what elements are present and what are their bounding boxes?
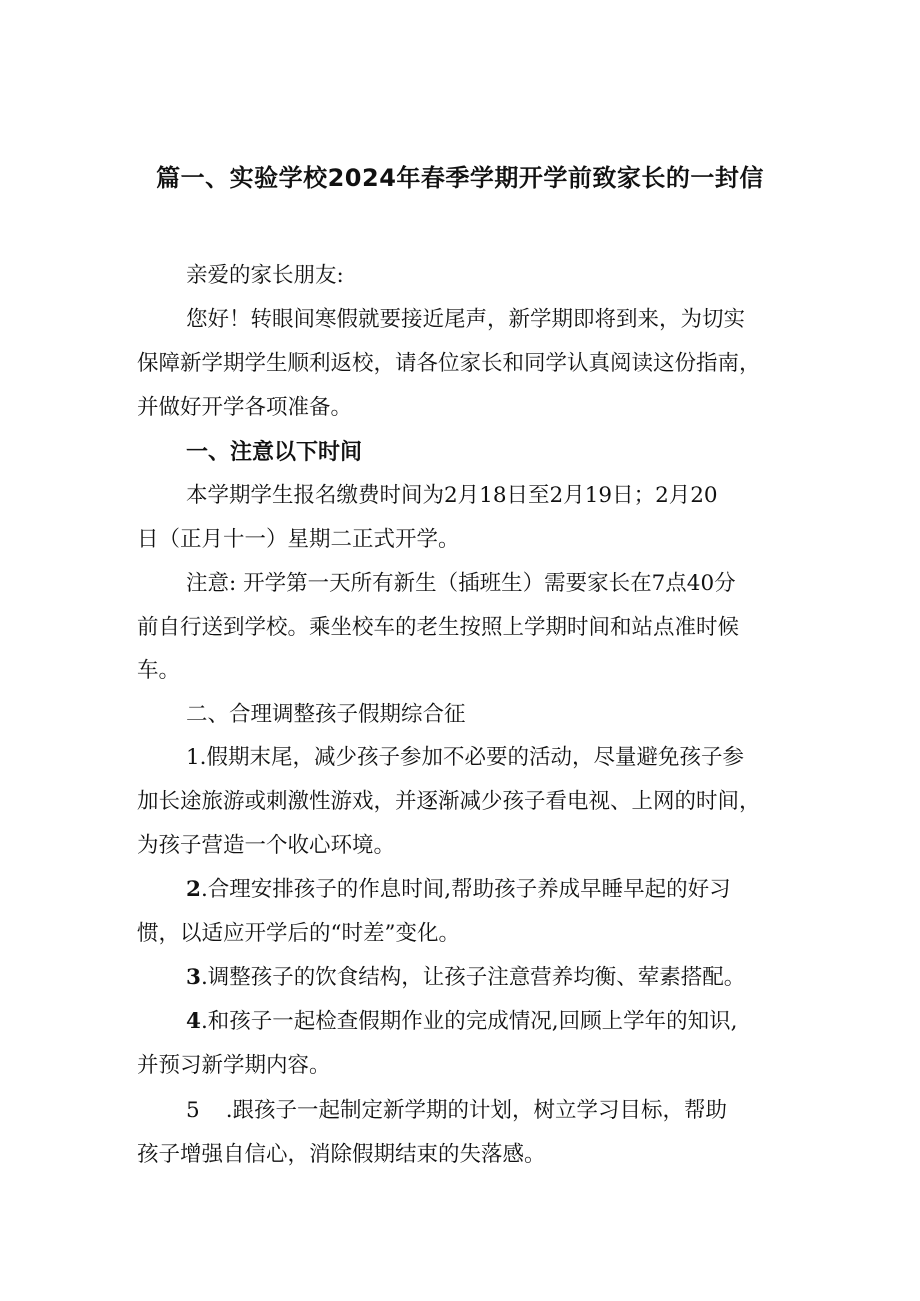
item-5-line-1 (186, 1093, 727, 1129)
section-1-para-2-line-1: 注意: 开学第一天所有新生（插班生）需要家长在7点40分 (186, 571, 736, 596)
item-5-number: 5 (186, 1098, 200, 1123)
section-1-para-1-line-2: 日（正月十一）星期二正式开学。 (137, 527, 460, 552)
section-1-para-2-line-2: 前自行送到学校。乘坐校车的老生按照上学期时间和站点准时候 (137, 615, 740, 640)
item-4-line-1 (186, 1004, 737, 1040)
item-3-text: .调整孩子的饮食结构，让孩子注意营养均衡、荤素搭配。 (200, 965, 746, 990)
item-2-text: .合理安排孩子的作息时间,帮助孩子养成早睡早起的好习 (200, 877, 731, 902)
item-2-line-2: 惯，以适应开学后的“时差”变化。 (137, 921, 460, 946)
item-3-line-1 (186, 960, 745, 996)
item-2-line-1 (186, 872, 731, 908)
section-2-heading: 二、合理调整孩子假期综合征 (186, 702, 466, 727)
item-4-line-2: 并预习新学期内容。 (137, 1053, 331, 1078)
item-4-number: 4 (186, 1009, 201, 1034)
item-3-number: 3 (186, 965, 201, 990)
section-1-heading: 一、注意以下时间 (186, 440, 363, 465)
section-1-para-2-line-3: 车。 (137, 658, 181, 683)
item-1-line-3: 为孩子营造一个收心环境。 (137, 833, 396, 858)
salutation: 亲爱的家长朋友: (186, 263, 344, 288)
intro-line-1: 您好！转眼间寒假就要接近尾声，新学期即将到来，为切实 (186, 307, 746, 332)
section-1-para-1-line-1: 本学期学生报名缴费时间为2月18日至2月19日；2月20 (186, 483, 718, 508)
item-5-line-2: 孩子增强自信心，消除假期结束的失落感。 (137, 1142, 546, 1167)
item-2-number: 2 (186, 877, 201, 902)
document-title: 篇一、实验学校2024年春季学期开学前致家长的一封信 (156, 164, 764, 192)
item-4-text: .和孩子一起检查假期作业的完成情况,回顾上学年的知识, (200, 1009, 738, 1034)
item-1-line-2: 加长途旅游或刺激性游戏，并逐渐减少孩子看电视、上网的时间， (137, 789, 761, 814)
item-5-text: .跟孩子一起制定新学期的计划，树立学习目标，帮助 (225, 1098, 728, 1123)
item-1-line-1: 1.假期末尾，减少孩子参加不必要的活动，尽量避免孩子参 (186, 745, 745, 770)
intro-line-2: 保障新学期学生顺利返校，请各位家长和同学认真阅读这份指南， (137, 351, 761, 376)
intro-line-3: 并做好开学各项准备。 (137, 395, 353, 420)
